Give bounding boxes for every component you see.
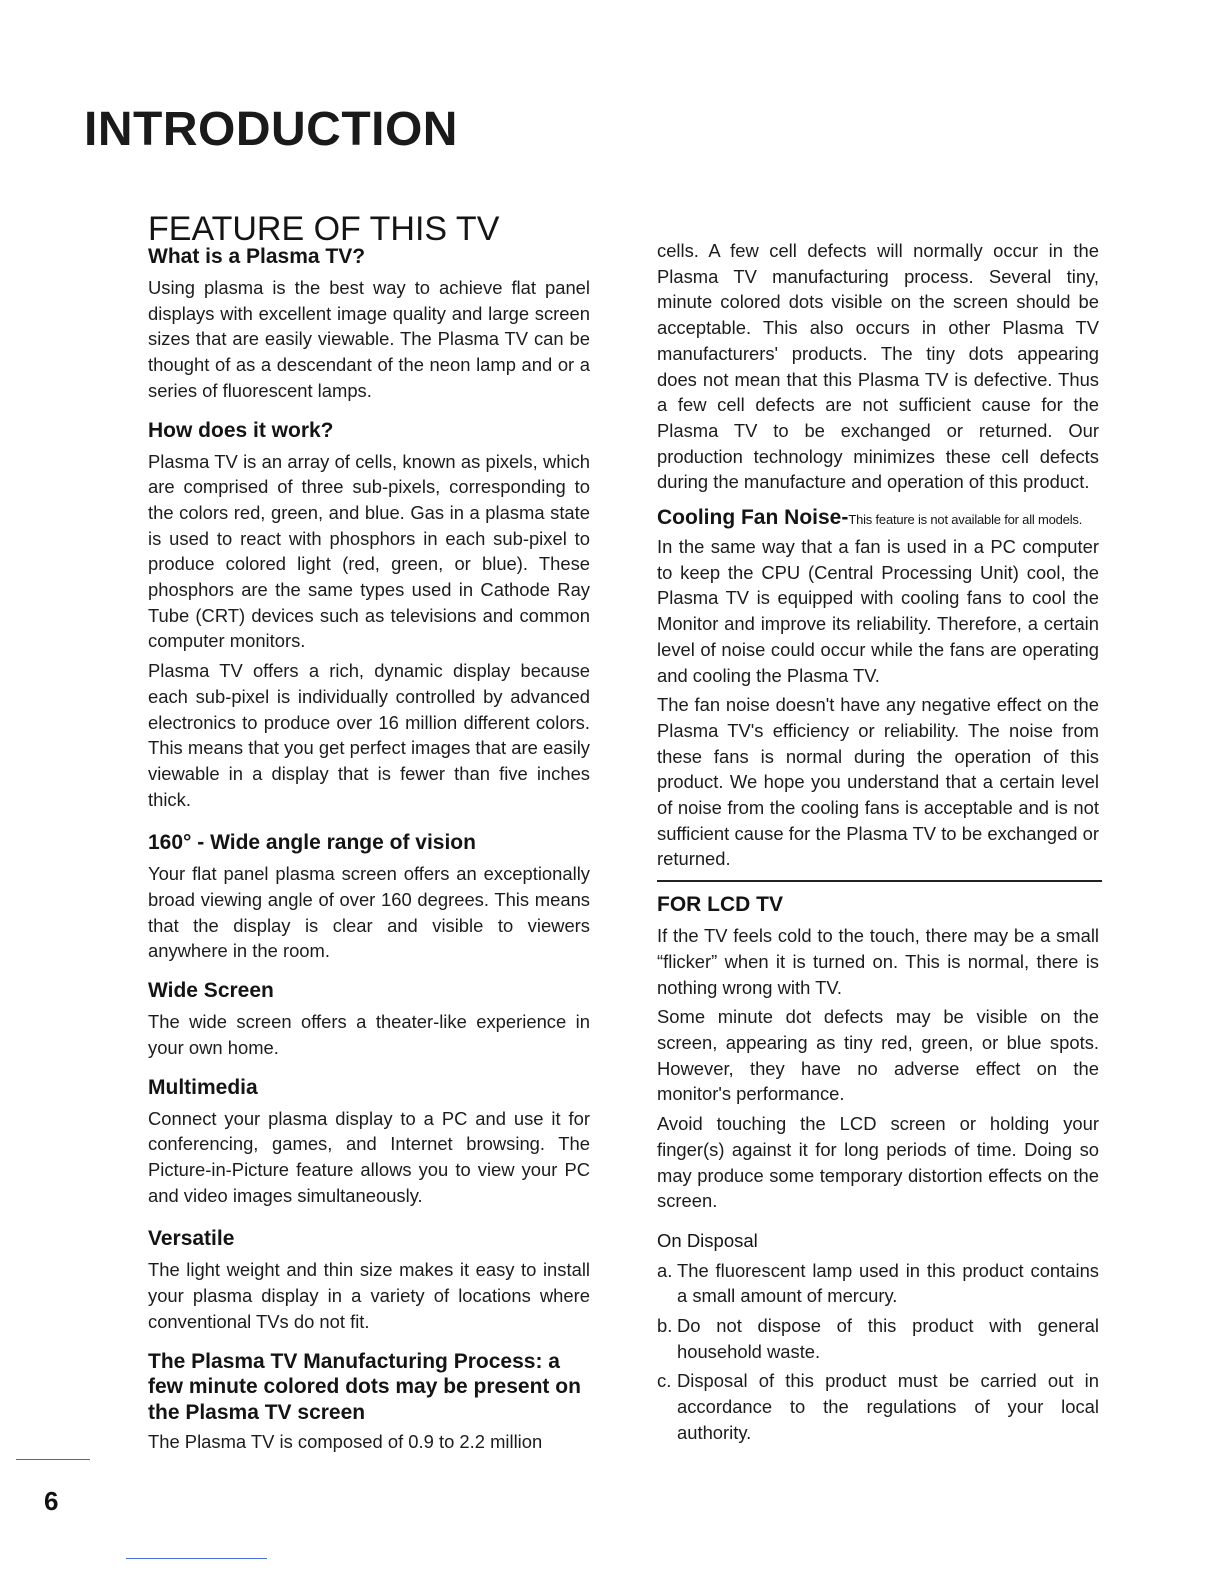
page-header-title: INTRODUCTION [84, 103, 458, 157]
heading-versatile: Versatile [148, 1227, 235, 1251]
paragraph-multimedia: Connect your plasma display to a PC and use it for conferencing, games, and Internet browsing. The Picture-in-Picture feature allows you to view your PC and video images simultaneously. [148, 1107, 590, 1206]
list-item-marker: a. [657, 1259, 673, 1281]
heading-wide-screen: Wide Screen [148, 979, 274, 1003]
list-item [657, 1368, 1099, 1445]
paragraph-wide-angle: Your flat panel plasma screen offers an exceptionally broad viewing angle of over 160 degrees. This means that the display is clear and visible to viewers anywhere in the room. [148, 863, 590, 962]
heading-for-lcd-tv: FOR LCD TV [657, 893, 783, 917]
list-item-marker: c. [657, 1370, 672, 1392]
list-item-text: Disposal of this product must be carried out in accordance to the regulations of your local authority. [677, 1370, 1099, 1443]
paragraph-how-it-works-1: Plasma TV is an array of cells, known as pixels, which are comprised of three sub-pixels, corresponding to the colors red, green, and blue. Gas in a plasma state is used to react with phosphors in each sub-pixel to produce colored light (red, green, or blue). These phosphors are the same types used in Cathode Ray Tube (CRT) devices such as televisions and common computer monitors. [148, 450, 590, 652]
paragraph-cooling-1: In the same way that a fan is used in a PC computer to keep the CPU (Central Processing Unit) cool, the Plasma TV is equipped with cooling fans to cool the Monitor and improve its reliability. Therefore, a certain level of noise could occur while the fans are operating and cooling the Plasma TV. [657, 536, 1099, 686]
left-column [148, 238, 590, 1459]
list-item [657, 1313, 1099, 1364]
cooling-heading-text: Cooling Fan Noise- [657, 506, 849, 530]
page-number: 6 [44, 1486, 59, 1516]
list-item-marker: b. [657, 1315, 673, 1337]
paragraph-lcd-2: Some minute dot defects may be visible on the screen, appearing as tiny red, green, or blue spots. However, they have no adverse effect on the monitor's performance. [657, 1006, 1099, 1105]
disposal-list [657, 1258, 1099, 1446]
heading-wide-angle: 160° - Wide angle range of vision [148, 831, 476, 855]
bottom-edge-mark [126, 1558, 267, 1559]
paragraph-wide-screen: The wide screen offers a theater-like experience in your own home. [148, 1011, 590, 1058]
paragraph-versatile: The light weight and thin size makes it easy to install your plasma display in a variety of locations where conventional TVs do not fit. [148, 1259, 590, 1332]
paragraph-what-is-plasma: Using plasma is the best way to achieve flat panel displays with excellent image quality and large screen sizes that are easily viewable. The Plasma TV can be thought of as a descendant of the neon lamp and or a series of fluorescent lamps. [148, 277, 590, 401]
list-item-text: Do not dispose of this product with general household waste. [677, 1315, 1099, 1362]
paragraph-manufacturing-continued: cells. A few cell defects will normally occur in the Plasma TV manufacturing process. Several tiny, minute colored dots visible on the screen should be acceptable. This also occurs in other Plasma TV manufacturers' products. The tiny dots appearing does not mean that this Plasma TV is defective. Thus a few cell defects are not sufficient cause for the Plasma TV to be exchanged or returned. Our production technology minimizes these cell defects during the manufacture and operation of this product. [657, 240, 1099, 493]
paragraph-how-it-works-2: Plasma TV offers a rich, dynamic display because each sub-pixel is individually controlled by advanced electronics to produce over 16 million different colors. This means that you get perfect images that are easily viewable in a display that is fewer than five inches thick. [148, 660, 590, 810]
paragraph-lcd-1: If the TV feels cold to the touch, there may be a small “flicker” when it is turned on. This is normal, there is nothing wrong with TV. [657, 925, 1099, 998]
cooling-availability-note: This feature is not available for all models. [848, 512, 1083, 528]
heading-what-is-plasma: What is a Plasma TV? [148, 245, 366, 268]
list-item [657, 1258, 1099, 1309]
paragraph-manufacturing-process: The Plasma TV is composed of 0.9 to 2.2 million [148, 1431, 543, 1452]
heading-cooling-fan-noise [657, 505, 1099, 532]
paragraph-lcd-3: Avoid touching the LCD screen or holding your finger(s) against it for long periods of time. Doing so may produce some temporary distortion effects on the screen. [657, 1113, 1099, 1212]
list-item-text: The fluorescent lamp used in this product contains a small amount of mercury. [677, 1259, 1099, 1307]
heading-on-disposal: On Disposal [657, 1229, 758, 1251]
paragraph-cooling-2: The fan noise doesn't have any negative effect on the Plasma TV's efficiency or reliability. The noise from these fans is normal during the operation of this product. We hope you understand that a certain level of noise from the cooling fans is acceptable and is not sufficient cause for the Plasma TV to be exchanged or returned. [657, 694, 1099, 870]
section-divider [657, 880, 1102, 882]
right-column [657, 238, 1099, 1450]
footer-rule [16, 1459, 90, 1460]
section-title: FEATURE OF THIS TV [148, 210, 500, 249]
heading-manufacturing-process: The Plasma TV Manufacturing Process: a few minute colored dots may be present on the Plasma TV screen [148, 1349, 581, 1424]
heading-multimedia: Multimedia [148, 1075, 258, 1099]
heading-how-it-works: How does it work? [148, 418, 334, 442]
